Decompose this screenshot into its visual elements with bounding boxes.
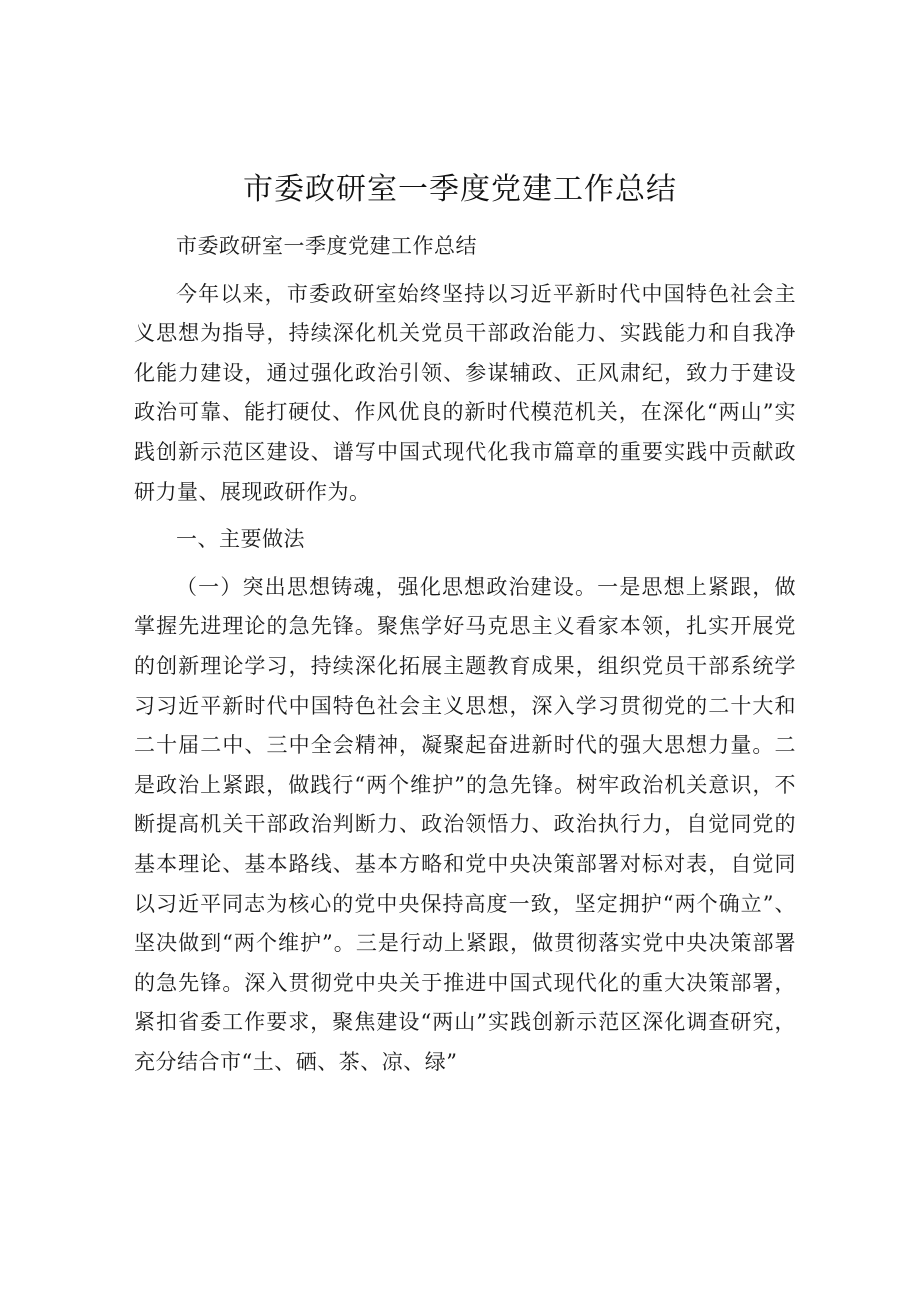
section-paragraph: （一）突出思想铸魂，强化思想政治建设。一是思想上紧跟，做掌握先进理论的急先锋。聚焦学好马克思主义看家本领，扎实开展党的创新理论学习，持续深化拓展主题教育成果，组织党员干部系统学习习近平新时代中国特色社会主义思想，深入学习贯彻党的二十大和二十届二中、三中全会精神，凝聚起奋进新时代的强大思想力量。二是政治上紧跟，做践行“两个维护”的急先锋。树牢政治机关意识，不断提高机关干部政治判断力、政治领悟力、政治执行力，自觉同党的基本理论、基本路线、基本方略和党中央决策部署对标对表，自觉同以习近平同志为核心的党中央保持高度一致，坚定拥护“两个确立”、坚决做到“两个维护”。三是行动上紧跟，做贯彻落实党中央决策部署的急先锋。深入贯彻党中央关于推进中国式现代化的重大决策部署，紧扣省委工作要求，聚焦建设“两山”实践创新示范区深化调查研究，充分结合市“土、硒、茶、凉、绿” (134, 574, 796, 1074)
section-heading: 一、主要做法 (176, 527, 305, 552)
document-title: 市委政研室一季度党建工作总结 (243, 172, 677, 207)
document-body (134, 227, 796, 1082)
subtitle-paragraph: 市委政研室一季度党建工作总结 (176, 234, 477, 258)
intro-paragraph: 今年以来，市委政研室始终坚持以习近平新时代中国特色社会主义思想为指导，持续深化机关党员干部政治能力、实践能力和自我净化能力建设，通过强化政治引领、参谋辅政、正风肃纪，致力于建设政治可靠、能打硬仗、作风优良的新时代模范机关，在深化“两山”实践创新示范区建设、谱写中国式现代化我市篇章的重要实践中贡献政研力量、展现政研作为。 (134, 281, 796, 504)
